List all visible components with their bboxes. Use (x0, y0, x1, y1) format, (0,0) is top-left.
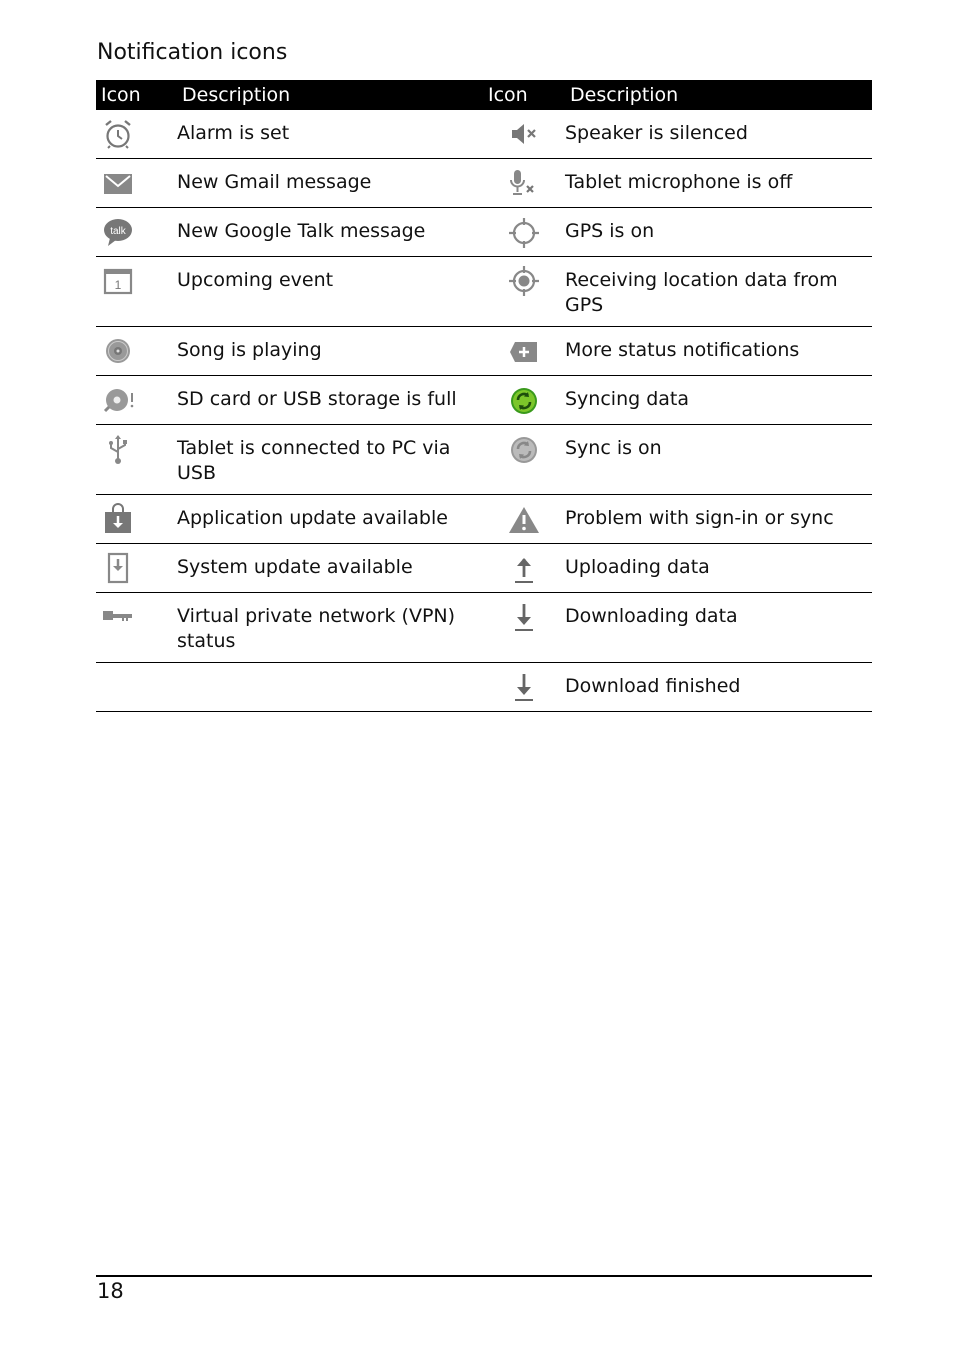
table-row (96, 376, 872, 425)
description-cell: Syncing data (565, 376, 872, 425)
description-cell: GPS is on (565, 208, 872, 257)
description-cell: Problem with sign-in or sync (565, 495, 872, 544)
sd-card-full-icon (101, 383, 135, 417)
gps-receiving-icon (507, 264, 541, 298)
description-cell: Tablet microphone is off (565, 159, 872, 208)
calendar-icon (101, 264, 135, 298)
description-cell: Sync is on (565, 425, 872, 495)
app-update-icon (101, 502, 135, 536)
description-cell: Downloading data (565, 593, 872, 663)
page-number: 18 (97, 1279, 124, 1303)
svg-text:1: 1 (114, 278, 122, 292)
header-icon: Icon (483, 80, 565, 110)
page-title: Notification icons (97, 40, 288, 65)
table-row (96, 544, 872, 593)
gmail-icon (101, 166, 135, 200)
description-cell (177, 663, 483, 712)
download-finished-icon (507, 670, 541, 704)
notification-icons-table (96, 80, 872, 712)
description-cell: Uploading data (565, 544, 872, 593)
description-cell: Tablet is connected to PC via USB (177, 425, 483, 495)
talk-icon (101, 215, 135, 249)
description-cell: System update available (177, 544, 483, 593)
header-description: Description (565, 80, 872, 110)
header-description: Description (177, 80, 483, 110)
upload-icon (507, 551, 541, 585)
description-cell: Download finished (565, 663, 872, 712)
description-cell: Song is playing (177, 327, 483, 376)
more-notifications-icon (507, 334, 541, 368)
music-disc-icon (101, 334, 135, 368)
description-cell: New Gmail message (177, 159, 483, 208)
microphone-off-icon (507, 166, 541, 200)
warning-icon (507, 502, 541, 536)
gps-icon (507, 215, 541, 249)
description-cell: New Google Talk message (177, 208, 483, 257)
usb-icon (101, 432, 135, 466)
vpn-key-icon (101, 600, 135, 634)
alarm-icon (101, 117, 135, 151)
table-row (96, 257, 872, 327)
description-cell: Alarm is set (177, 110, 483, 159)
sync-active-icon (507, 383, 541, 417)
table-row (96, 663, 872, 712)
description-cell: Application update available (177, 495, 483, 544)
description-cell: Receiving location data from GPS (565, 257, 872, 327)
table-row (96, 208, 872, 257)
table-row (96, 159, 872, 208)
header-icon: Icon (96, 80, 177, 110)
description-cell: SD card or USB storage is full (177, 376, 483, 425)
table-row (96, 327, 872, 376)
description-cell: Speaker is silenced (565, 110, 872, 159)
table-row (96, 495, 872, 544)
table-row (96, 425, 872, 495)
speaker-muted-icon (507, 117, 541, 151)
description-cell: Upcoming event (177, 257, 483, 327)
description-cell: Virtual private network (VPN) status (177, 593, 483, 663)
sync-on-icon (507, 432, 541, 466)
footer-rule (96, 1275, 872, 1277)
system-update-icon (101, 551, 135, 585)
table-row (96, 593, 872, 663)
svg-text:talk: talk (110, 226, 126, 237)
table-row (96, 110, 872, 159)
description-cell: More status notifications (565, 327, 872, 376)
download-icon (507, 600, 541, 634)
table-header-row (96, 80, 872, 110)
